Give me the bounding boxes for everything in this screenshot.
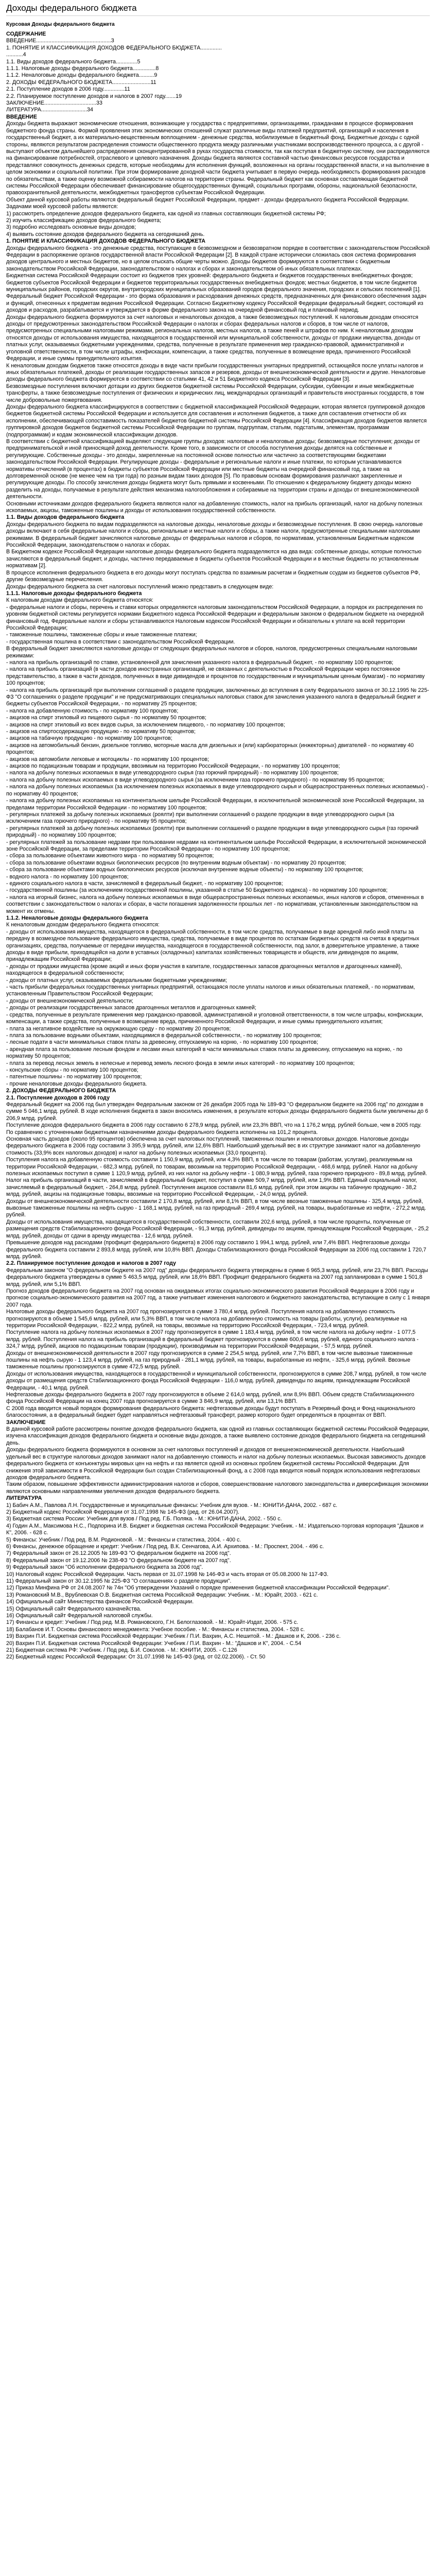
paragraph: Доходы от внешнеэкономической деятельности в 2007 году прогнозируются в сумме 2 254,5 млрд. рублей, или 7,7% ВВП, в том числе вывозные таможенные пошлины на нефть сырую - 1 123,4 млрд. рублей, на газ природный - 281,1 млрд. рублей, на товары, выработанные из нефти, - 325,6 млрд. рублей. Ввозные таможенные пошлины прогнозируются в сумме 472,5 млрд. рублей. (6, 1350, 414, 1370)
section-heading: 2.2. Планируемое поступление доходов и налогов в 2007 году (6, 1260, 176, 1267)
paragraph: - плата за перевод лесных земель в нелесные и перевод земель лесного фонда в земли иных категорий - по нормативу 100 процентов; (6, 1060, 355, 1066)
paragraph: К неналоговым доходам федерального бюджета относятся: (6, 922, 160, 928)
document-body (6, 31, 430, 1661)
section-heading: ЗАКЛЮЧЕНИЕ (6, 1419, 46, 1426)
paragraph: 18) Балабанов И.Т. Основы финансового менеджмента: Учебное пособие. - М.: Финансы и статистика, 2004. - 528 с. (6, 1626, 305, 1633)
paragraph: Доходы федерального бюджета классифицируются в соответствии с бюджетной классификацией Российской Федерации, которая является группировкой доходов бюджетов бюджетной системы Российской Федерации и используется для составления и исполнения бюджетов, а также для составления отчетности об их исполнении, обеспечивающей сопоставимость показателей бюджетов бюджетной системы Российской Федерации [4]. Классификация доходов бюджетов является группировкой доходов бюджетов бюджетной системы Российской Федерации по группам, подгруппам, статьям, подстатьям, элементам, программам (подпрограммам) и кодам экономической классификации доходов. (6, 403, 428, 438)
paragraph: - регулярных платежей за добычу полезных ископаемых (роялти) при выполнении соглашений о разделе продукции в виде углеводородного сырья (за исключением газа горючего природного) - по нормативу 95 процентов; (6, 811, 396, 825)
paragraph: К налоговым доходам федерального бюджета относятся: (6, 597, 153, 604)
paragraph: - таможенные пошлины, таможенные сборы и иные таможенные платежи; (6, 632, 197, 638)
paragraph: Задачами моей курсовой работы являются: (6, 204, 118, 210)
paragraph: - часть прибыли федеральных государственных унитарных предприятий, остающаяся после уплаты налогов и иных обязательных платежей, - по нормативам, установленным Правительством Российской Федерации; (6, 984, 417, 997)
paragraph: - сбора за пользование объектами водных биологических ресурсов (исключая внутренние водные объекты) - по нормативу 100 процентов; (6, 867, 363, 873)
paragraph: - налога на игорный бизнес, налога на добычу полезных ископаемых в виде общераспространенных полезных ископаемых, иных налогов и сборов, отмененных в соответствии с законодательством о налогах и сборах, в части погашения задолженности прошлых лет - по нормативам, установленным законодательством на момент их отмены. (6, 894, 426, 914)
paragraph: В процессе исполнения федерального бюджета в его доходы могут поступать средства по взаимным расчетам и бюджетным ссудам из бюджетов субъектов РФ, другие безвозмездные перечисления. (6, 569, 422, 583)
document-subtitle: Курсовая Доходы федерального бюджета (6, 22, 115, 27)
paragraph: Федеральным законом "О федеральном бюджете на 2007 год" доходы федерального бюджета утверждены в сумме 6 965,3 млрд. рублей, или 23,7% ВВП. Расходы федерального бюджета утверждены в сумме 5 463,5 млрд. рублей, или 18,6% ВВП. Профицит федерального бюджета на 2007 год запланирован в сумме 1 501,8 млрд. рублей, или 5,1% ВВП. (6, 1267, 430, 1287)
paragraph: Федеральный бюджет на 2006 год был утвержден Федеральным законом от 26 декабря 2005 года № 189-ФЗ "О федеральном бюджете на 2006 год" по доходам в сумме 5 046,1 млрд. рублей. В ходе исполнения бюджета в закон вносились изменения, в результате которых доходы федерального бюджета были увеличены до 6 206,9 млрд. рублей. (6, 1101, 430, 1122)
paragraph: - патентные пошлины - по нормативу 100 процентов; (6, 1074, 142, 1080)
paragraph: Бюджетная система Российской Федерации состоит из бюджетов трех уровней: федерального бюджета и бюджетов государственных внебюджетных фондов; бюджетов субъектов Российской Федерации и бюджетов территориальных государственных внебюджетных фондов; местных бюджетов, в том числе бюджетов муниципальных районов, городских округов, внутригородских муниципальных образований городов федерального значения, городских и сельских поселений [1]. (6, 273, 421, 293)
paragraph: 20) Вахрин П.И. Бюджетная система Российской Федерации: Учебник / П.И. Вахрин - М.: "Дашков и К", 2004. - С.54 (6, 1640, 302, 1647)
paragraph: 1. ПОНЯТИЕ И КЛАССИФИКАЦИЯ ДОХОДОВ ФЕДЕРАЛЬНОГО БЮДЖЕТА.............. (6, 44, 222, 51)
paragraph: 12) Приказ Минфина РФ от 24.08.2007 № 74н "Об утверждении Указаний о порядке применения бюджетной классификации Российской Федерации". (6, 1585, 390, 1591)
paragraph: - прочие неналоговые доходы федерального бюджета. (6, 1080, 147, 1087)
paragraph: ЗАКЛЮЧЕНИЕ..................................33 (6, 100, 102, 107)
paragraph: - плата за негативное воздействие на окружающую среду - по нормативу 20 процентов; (6, 1025, 231, 1032)
section-heading: ВВЕДЕНИЕ (6, 113, 37, 120)
paragraph: Поступления налога на добавленную стоимость составили 1 150,9 млрд. рублей, или 4,3% ВВП, в том числе по товарам (работам, услугам), реализуемым на территории Российской Федерации, - 682,3 млрд. рублей, по товарам, ввозимым на территорию Российской Федерации, - 468,6 млрд. рублей. Налог на добычу полезных ископаемых поступил в сумме 1 120,9 млрд. рублей, из них налог на добычу нефти - 1 080,9 млрд. рублей, газа горючего природного - 89,8 млрд. рублей. (6, 1157, 427, 1177)
paragraph: Доходы бюджета выражают экономические отношения, возникающие у государства с предприятиями, организациями, гражданами в процессе формирования бюджетного фонда страны. Формой проявления этих экономических отношений служат различные виды платежей предприятий, организаций и населения в государственный бюджет, а их материально-вещественным воплощением - денежные средства, мобилизуемые в бюджетный фонд. Бюджетные доходы с одной стороны, являются результатом распределения стоимости общественного продукта между различными участниками воспроизводственного процесса, а с другой - выступают объектом дальнейшего распределения сконцентрированной в руках государства стоимости, так как поступая в бюджетную систему, они распределяются на финансирование потребностей, отраслевого и целевого назначения. Доходы бюджета являются составной частью финансовых ресурсов государства и представляют совокупность денежных средств, которые необходимы для исполнения функций, возложенных на органы государственной власти, и на выполнение в целом экономики и социальной политики. При этом формирование доходной части бюджета учитывает в первую очередь необходимость формирования расходов по обязательствам, а также оценку возможной собираемости налогов на территории страны. Федеральный бюджет как основная составляющая бюджетной системы Российской Федерации обеспечивает финансирование общегосударственных функций, социальных программ, обороны, национальной безопасности, правоохранительной деятельности, межбюджетных трансфертов субъектам Российской Федерации. (6, 121, 431, 196)
paragraph: - налога на прибыль организаций при выполнении соглашений о разделе продукции, заключенных до вступления в силу Федерального закона от 30.12.1995 № 225-ФЗ "О соглашениях о разделе продукции" и не предусматривающих специальных налоговых ставок для зачисления указанного налога в федеральный бюджет и бюджеты субъектов Российской Федерации, - по нормативу 25 процентов; (6, 687, 429, 707)
paragraph: Федеральный бюджет Российской Федерации - это форма образования и расходования денежных средств, предназначенных для финансового обеспечения задач и функций, отнесенных к предметам ведения Российской Федерации. Согласно Бюджетному кодексу Российской Федерации федеральный бюджет, состоящий из доходов и расходов, разрабатывается и утверждается в форме федерального закона на очередной финансовый год и плановый период. (6, 293, 428, 314)
paragraph: В Бюджетном кодексе Российской Федерации налоговые доходы федерального бюджета подразделяются на два вида: собственные доходы, которые полностью зачисляются в федеральный бюджет, и доходы, частично передаваемые в бюджеты субъектов Российской Федерации и в местные бюджеты по установленным нормативам [2]. (6, 549, 423, 569)
paragraph: Доходы федерального бюджета за счет налоговых поступлений можно представить в следующем виде: (6, 583, 274, 590)
paragraph: Доходы от использования имущества, находящегося в государственной и муниципальной собственности, прогнозируются в сумме 208,7 млрд. рублей, в том числе доходы от размещения средств Стабилизационного фонда Российской Федерации - 116,0 млрд. рублей, дивиденды по акциям, принадлежащим Российской Федерации, - 40,1 млрд. рублей. (6, 1370, 428, 1391)
paragraph: - сбора за пользование объектами животного мира - по нормативу 50 процентов; (6, 853, 214, 859)
paragraph: Безвозмездные поступления включают дотации из других бюджетов бюджетной системы Российской Федерации, субсидии, субвенции и иные межбюджетные трансферты, а также безвозмездные поступления от физических и юридических лиц, международных организаций и правительств иностранных государств, в том числе добровольные пожертвования. (6, 383, 426, 403)
paragraph: 2.1. Поступление доходов в 2006 году..............11 (6, 86, 130, 93)
paragraph: - акцизов на автомобильный бензин, дизельное топливо, моторные масла для дизельных и (или) карбюраторных (инжекторных) двигателей - по нормативу 40 процентов; (6, 742, 415, 756)
paragraph: 3) Бюджетная система России: Учебник для вузов / Под ред. Г.Б. Поляка. - М.: ЮНИТИ-ДАНА, 2002. - 550 с. (6, 1516, 282, 1522)
paragraph: 15) Официальный сайт Федерального казначейства. (6, 1605, 142, 1612)
paragraph: Объект данной курсовой работы являются федеральный бюджет Российской Федерации, предмет - доходы федерального бюджета Российской Федерации. (6, 196, 409, 203)
paragraph: - доходы от реализации государственных запасов драгоценных металлов и драгоценных камней; (6, 1005, 256, 1011)
paragraph: 8) Федеральный закон от 19.12.2006 № 238-ФЗ "О федеральном бюджете на 2007 год". (6, 1557, 231, 1564)
paragraph: Прогноз доходов федерального бюджета на 2007 год основан на ожидаемых итогах социально-экономического развития Российской Федерации в 2006 году и прогнозе социально-экономического развития на 2007 год, а также учитывает изменения налогового и бюджетного законодательства, вступающие в силу с 1 января 2007 года. (6, 1287, 431, 1308)
paragraph: 17) Финансы и кредит: Учебник / Под ред. М.В. Романовского, Г.Н. Белоглазовой. - М.: Юрайт-Издат, 2006. - 575 с. (6, 1619, 299, 1626)
paragraph: Доходы федерального бюджета по видам подразделяются на налоговые доходы, неналоговые доходы и безвозмездные поступления. В свою очередь налоговые доходы включают в себя федеральные налоги и сборы, региональные и местные налоги и сборы, а также налоги, предусмотренные специальными налоговыми режимами. В федеральный бюджет зачисляются налоговые доходы от федеральных налогов и сборов, по нормативам, установленным Бюджетным кодексом Российской Федерации, законодательством о налогах и сборах. (6, 521, 425, 549)
paragraph: 1) рассмотреть определение доходов федерального бюджета, как одной из главных составляющих бюджетной системы РФ; (6, 210, 326, 217)
paragraph: 2.2. Планируемое поступление доходов и налогов в 2007 году.......19 (6, 93, 182, 99)
paragraph: - акцизов на табачную продукцию - по нормативу 100 процентов; (6, 735, 172, 742)
paragraph: 13) Романовский М.В., Врублевская О.В. Бюджетная система Российской Федерации: Учебник. - М.: Юрайт, 2003. - 621 с. (6, 1591, 318, 1598)
paragraph: К неналоговым доходам бюджетов также относятся доходы в виде части прибыли государственных унитарных предприятий, остающейся после уплаты налогов и иных обязательных платежей, доходы от реализации государственных запасов и резервов, доходы от внешнеэкономической деятельности и другие. Неналоговые доходы федерального бюджета формируются в соответствии со статьями 41, 42 и 51 Бюджетного кодекса Российской Федерации [3]. (6, 362, 427, 383)
paragraph: 1.1.2. Неналоговые доходы федерального бюджета..........9 (6, 72, 158, 79)
paragraph: 21) Бюджетная система РФ: Учебник. / Под ред. Б.И. Соколов. - М.: ЮНИТИ, 2005. - С.126 (6, 1647, 237, 1654)
paragraph: - акцизов на спирт этиловый из пищевого сырья - по нормативу 50 процентов; (6, 715, 206, 721)
paragraph: - регулярных платежей за пользование недрами при пользовании недрами на континентальном шельфе Российской Федерации, в исключительной экономической зоне Российской Федерации, за пределами территории Российской Федерации - по нормативу 100 процентов; (6, 839, 428, 852)
paragraph: - средства, полученные в результате применения мер гражданско-правовой, административной и уголовной ответственности, в том числе штрафы, конфискации, компенсации, а также средства, полученные в возмещение вреда, причиненного Российской Федерации, и иные суммы принудительного изъятия; (6, 1011, 425, 1025)
section-heading: 2.1. Поступление доходов в 2006 году (6, 1094, 110, 1101)
paragraph: Поступление налога на добычу полезных ископаемых в 2007 году прогнозируется в сумме 1 183,4 млрд. рублей, в том числе налога на добычу нефти - 1 077,5 млрд. рублей. Поступления налога на прибыль организаций в федеральный бюджет прогнозируются в сумме 600,6 млрд. рублей, единого социального налога - 324,7 млрд. рублей, акцизов по подакцизным товарам (продукции), производимым на территории Российской Федерации, - 57,5 млрд. рублей. (6, 1329, 421, 1350)
paragraph: - регулярных платежей за добычу полезных ископаемых (роялти) при выполнении соглашений о разделе продукции в виде углеводородного сырья (газ горючий природный) - по нормативу 100 процентов; (6, 825, 420, 839)
paragraph: 2) Бюджетный кодекс Российской Федерации от 31.07.1998 № 145-ФЗ (ред. от 26.04.2007). (6, 1509, 240, 1515)
paragraph: - акцизов на спиртосодержащую продукцию - по нормативу 50 процентов; (6, 728, 196, 735)
paragraph: - государственная пошлина в соответствии с законодательством Российской Федерации. (6, 638, 235, 645)
paragraph: - плата за пользование водными объектами, находящимися в федеральной собственности, - по нормативу 100 процентов; (6, 1032, 322, 1039)
paragraph: С 2008 года вводится новый порядок формирования федерального бюджета: нефтегазовые доходы будут поступать в Резервный фонд и Фонд национального благосостояния, а в федеральный бюджет будет направляться нефтегазовый трансферт, размер которого будет определяться в процентах от ВВП. (6, 1405, 417, 1419)
paragraph: Налог на прибыль организаций в части, зачисляемой в федеральный бюджет, поступил в сумме 509,7 млрд. рублей, или 1,9% ВВП. Единый социальный налог, зачисляемый в федеральный бюджет, - 264,8 млрд. рублей. Поступления акцизов составили 81,6 млрд. рублей, при этом акцизы на табачную продукцию - 38,2 млрд. рублей, акцизы на подакцизные товары, ввозимые на территорию Российской Федерации, - 24,0 млрд. рублей. (6, 1177, 419, 1198)
paragraph: - налога на добычу полезных ископаемых в виде углеводородного сырья (за исключением газа горючего природного) - по нормативу 95 процентов; (6, 776, 385, 783)
paragraph: - налога на прибыль организаций (в части доходов иностранных организаций, не связанных с деятельностью в Российской Федерации через постоянное представительство, а также в части доходов, полученных в виде дивидендов и процентов по государственным и муниципальным ценным бумагам) - по нормативу 100 процентов; (6, 666, 426, 687)
paragraph: 1.1. Виды доходов федерального бюджета..............5 (6, 58, 141, 65)
section-heading: 2. ДОХОДЫ ФЕДЕРАЛЬНОГО БЮДЖЕТА (6, 1088, 116, 1094)
paragraph: ...........4 (6, 52, 26, 58)
paragraph: - единого социального налога в части, зачисляемой в федеральный бюджет, - по нормативу 100 процентов; (6, 880, 283, 887)
paragraph: Нефтегазовые доходы федерального бюджета в 2007 году прогнозируются в объеме 2 614,0 млрд. рублей, или 8,9% ВВП. Объем средств Стабилизационного фонда Российской Федерации на конец 2007 года прогнозируется в сумме 3 846,9 млрд. рублей, или 13,1% ВВП. (6, 1392, 416, 1405)
paragraph: 1) Бабич А.М., Павлова Л.Н. Государственные и муниципальные финансы: Учебник для вузов. - М.: ЮНИТИ-ДАНА, 2002. - 687 с. (6, 1502, 338, 1509)
section-heading: ЛИТЕРАТУРА (6, 1495, 42, 1502)
paragraph: - налога на добычу полезных ископаемых в виде углеводородного сырья (газ горючий природный) - по нормативу 100 процентов; (6, 770, 339, 776)
paragraph: В соответствии с бюджетной классификацией выделяют следующие группы доходов: налоговые и неналоговые доходы; безвозмездные поступления; доходы от предпринимательской и иной приносящей доход деятельности. Кроме того, в зависимости от способа поступления доходы делятся на собственные и регулирующие. Собственные доходы - это доходы, закрепленные на постоянной основе полностью или частично за соответствующими бюджетами законодательством Российской Федерации. Регулирующие доходы - федеральные и региональные налоги и иные платежи, по которым устанавливаются нормативы отчислений (в процентах) в бюджеты субъектов Российской Федерации или местные бюджеты на очередной финансовый год, а также на долговременной основе (не менее чем на три года) по разным видам таких доходов [5]. По правовым основам формирования различают закрепленные и регулирующие доходы. По способу зачисления доходы бюджета могут быть прямыми и косвенными. По отношению к федеральному бюджету доходы можно разделить на доходы, получаемые в результате действия механизма налогообложения и собираемые на территории страны и доходы от внешнеэкономической деятельности. (6, 438, 422, 500)
paragraph: - доходы от использования имущества, находящегося в федеральной собственности, в том числе средства, получаемые в виде арендной либо иной платы за передачу в возмездное пользование федерального имущества, средства, получаемые в виде процентов по остаткам бюджетных средств на счетах в кредитных организациях, средства, получаемые от передачи имущества, находящегося в государственной собственности, под залог, в доверительное управление, а также доходы в виде прибыли, приходящейся на доли в уставных (складочных) капиталах хозяйственных товариществ и обществ, или дивидендов по акциям, принадлежащим Российской Федерации; (6, 928, 421, 963)
section-heading: 1.1.1. Налоговые доходы федерального бюджета (6, 590, 142, 597)
paragraph: - сбора за пользование объектами водных биологических ресурсов (по внутренним водным объектам) - по нормативу 20 процентов; (6, 859, 346, 866)
paragraph: 1.1.1. Налоговые доходы федерального бюджета...............8 (6, 65, 159, 72)
paragraph: 5) Финансы: Учебник / Под ред. В.М. Родионовой. - М.: Финансы и статистика, 2004. - 400 с. (6, 1536, 241, 1543)
paragraph: Доходы федерального бюджета - это денежные средства, поступающие в безвозмездном и безвозвратном порядке в соответствии с законодательством Российской Федерации в распоряжение органов государственной власти Российской Федерации [2]. В каждой стране исторически сложилась своя система формирования доходов центрального и местных бюджетов, но в целом отыскать общие черты можно. Доходы бюджетов формируются в соответствии с бюджетным законодательством Российской Федерации, законодательством о налогах и сборах и законодательством об иных обязательных платежах. (6, 245, 431, 272)
paragraph: 10) Налоговый кодекс Российской Федерации. Часть первая от 31.07.1998 № 146-ФЗ и часть вторая от 05.08.2000 № 117-ФЗ. (6, 1571, 329, 1578)
section-heading: СОДЕРЖАНИЕ (6, 31, 46, 37)
paragraph: В данной курсовой работе рассмотрены понятие доходов федерального бюджета, как одной из главных составляющих бюджетной системы Российской Федерации, изучена классификация доходов федерального бюджета и основные виды доходов, а также выявлено состояние доходов федерального бюджета на сегодняшний день. (6, 1426, 431, 1446)
paragraph: - государственной пошлины (за исключением государственной пошлины, указанной в статье 50 Бюджетного кодекса) - по нормативу 100 процентов; (6, 887, 388, 894)
paragraph: - водного налога - по нормативу 100 процентов; (6, 873, 129, 880)
paragraph: Таким образом, повышение эффективности администрирования налогов и сборов, совершенствование налогового законодательства и диверсификация экономики являются основными направлениями увеличения доходов федерального бюджета. (6, 1481, 430, 1495)
paragraph: 3) подробно исследовать основные виды доходов; (6, 224, 136, 231)
paragraph: ЛИТЕРАТУРА..............................34 (6, 107, 93, 113)
paragraph: - доходы от внешнеэкономической деятельности; (6, 997, 133, 1004)
paragraph: - налога на прибыль организаций по ставке, установленной для зачисления указанного налога в федеральный бюджет, - по нормативу 100 процентов; (6, 659, 394, 666)
paragraph: ВВЕДЕНИЕ.................................................3 (6, 38, 114, 44)
paragraph: 6) Финансы, денежное обращение и кредит: Учебник / Под ред. В.К. Сенчагова, А.И. Архипова. - М.: Проспект, 2004. - 496 с. (6, 1543, 324, 1550)
paragraph: Поступление доходов федерального бюджета в 2006 году составило 6 278,9 млрд. рублей, или 23,3% ВВП, что на 1 176,2 млрд. рублей больше, чем в 2005 году. По сравнению с уточненными бюджетными назначениями доходы федерального бюджета исполнены на 101,2 процента. (6, 1122, 423, 1136)
paragraph: Основными источниками доходов федерального бюджета являются налог на добавленную стоимость, налог на прибыль организаций, налог на добычу полезных ископаемых, акцизы, таможенные пошлины и доходы от использования государственной собственности. (6, 500, 424, 514)
paragraph: 7) Федеральный закон от 26.12.2005 № 189-ФЗ "О федеральном бюджете на 2006 год". (6, 1550, 231, 1557)
section-heading: 1. ПОНЯТИЕ И КЛАССИФИКАЦИЯ ДОХОДОВ ФЕДЕРАЛЬНОГО БЮДЖЕТА (6, 238, 206, 245)
document-title: Доходы федерального бюджета (6, 3, 430, 16)
paragraph: Доходы федерального бюджета формируются в основном за счет налоговых поступлений и доходов от внешнеэкономической деятельности. Наибольший удельный вес в структуре налоговых доходов занимают налог на добавленную стоимость и налог на добычу полезных ископаемых. Высокая зависимость доходов федерального бюджета от конъюнктуры мировых цен на нефть и газ является одной из основных проблем бюджетной системы Российской Федерации. Для снижения этой зависимости в Российской Федерации был создан Стабилизационный фонд, а с 2008 года вводится новый порядок использования нефтегазовых доходов федерального бюджета. (6, 1447, 427, 1481)
paragraph: Доходы федерального бюджета формируются за счет налоговых и неналоговых доходов, а также безвозмездных поступлений. К налоговым доходам относятся доходы от предусмотренных законодательством Российской Федерации о налогах и сборах федеральных налогов и сборов, в том числе от налогов, предусмотренных специальными налоговыми режимами, региональных налогов, местных налогов, а также пеней и штрафов по ним. К неналоговым доходам относятся доходы от использования имущества, находящегося в государственной или муниципальной собственности, доходы от продажи имущества, доходы от платных услуг, оказываемых бюджетными учреждениями, средства, полученные в результате применения мер гражданско-правовой, административной и уголовной ответственности, в том числе штрафы, конфискации, компенсации, а также средства, полученные в возмещение вреда, причиненного Российской Федерации, и иные суммы принудительного изъятия. (6, 314, 422, 362)
paragraph: - акцизов по подакцизным товарам и продукции, ввозимым на территорию Российской Федерации, - по нормативу 100 процентов; (6, 763, 340, 770)
paragraph: Доходы от внешнеэкономической деятельности составили 2 170,8 млрд. рублей, или 8,1% ВВП, в том числе ввозные таможенные пошлины - 325,4 млрд. рублей, вывозные таможенные пошлины на нефть сырую - 1 168,1 млрд. рублей, на газ природный - 269,4 млрд. рублей, на товары, выработанные из нефти, - 272,2 млрд. рублей. (6, 1198, 428, 1218)
paragraph: 14) Официальный сайт Министерства финансов Российской Федерации. (6, 1599, 194, 1605)
paragraph: Налоговые доходы федерального бюджета на 2007 год прогнозируются в сумме 3 780,4 млрд. рублей. Поступления налога на добавленную стоимость прогнозируются в объеме 1 545,6 млрд. рублей, или 5,3% ВВП, в том числе налога на добавленную стоимость на товары (работы, услуги), реализуемые на территории Российской Федерации, - 822,2 млрд. рублей, на товары, ввозимые на территорию Российской Федерации, - 723,4 млрд. рублей. (6, 1309, 409, 1329)
section-heading: 1.1. Виды доходов федерального бюджета (6, 514, 125, 521)
paragraph: В федеральный бюджет зачисляются налоговые доходы от следующих федеральных налогов и сборов, налогов, предусмотренных специальными налоговыми режимами: (6, 646, 419, 659)
paragraph: 16) Официальный сайт Федеральной налоговой службы. (6, 1613, 153, 1619)
paragraph: - доходы от продажи имущества (кроме акций и иных форм участия в капитале, государственных запасов драгоценных металлов и драгоценных камней), находящегося в федеральной собственности; (6, 963, 404, 977)
paragraph: - консульские сборы - по нормативу 100 процентов; (6, 1066, 138, 1073)
paragraph: 22) Бюджетный кодекс Российской Федерации: От 31.07.1998 № 145-ФЗ (ред. от 02.02.2006). - Ст. 50 (6, 1654, 266, 1660)
paragraph: Превышение доходов над расходами (профицит федерального бюджета) в 2006 году составило 1 994,1 млрд. рублей, или 7,4% ВВП. Нефтегазовые доходы федерального бюджета составили 2 893,8 млрд. рублей, или 10,8% ВВП. Доходы Стабилизационного фонда Российской Федерации за 2006 год составили 1 720,7 млрд. рублей. (6, 1240, 428, 1260)
paragraph: Доходы от использования имущества, находящегося в государственной собственности, составили 202,6 млрд. рублей, в том числе проценты, полученные от размещения средств Стабилизационного фонда Российской Федерации, - 91,3 млрд. рублей, дивиденды по акциям, принадлежащим Российской Федерации, - 25,2 млрд. рублей, доходы от сдачи в аренду имущества - 12,6 млрд. рублей. (6, 1218, 430, 1239)
paragraph: - налога на добычу полезных ископаемых на континентальном шельфе Российской Федерации, в исключительной экономической зоне Российской Федерации, за пределами территории Российской Федерации - по нормативу 100 процентов; (6, 798, 426, 811)
paragraph: - налога на добавленную стоимость - по нормативу 100 процентов; (6, 707, 179, 714)
paragraph: 2. ДОХОДЫ ФЕДЕРАЛЬНОГО БЮДЖЕТА.........................11 (6, 79, 156, 86)
paragraph: - арендная плата за пользование лесным фондом и лесами иных категорий в части минимальных ставок платы за древесину, отпускаемую на корню, - по нормативу 50 процентов; (6, 1046, 404, 1060)
paragraph: - акцизов на спирт этиловый из всех видов сырья, за исключением пищевого, - по нормативу 100 процентов; (6, 721, 285, 728)
paragraph: 2) изучить классификацию доходов федерального бюджета; (6, 217, 162, 224)
paragraph: - доходы от платных услуг, оказываемых федеральными бюджетными учреждениями; (6, 977, 228, 984)
paragraph: - лесные подати в части минимальных ставок платы за древесину, отпускаемую на корню, - по нормативу 100 процентов; (6, 1039, 318, 1046)
paragraph: 9) Федеральный закон "Об исполнении федерального бюджета за 2006 год". (6, 1564, 203, 1571)
paragraph: Основная часть доходов (около 95 процентов) обеспечена за счет налоговых поступлений, таможенных пошлин и неналоговых доходов. Налоговые доходы федерального бюджета в 2006 году составили 3 395,9 млрд. рублей, или 12,6% ВВП. Наибольший удельный вес в их структуре занимают налог на добавленную стоимость (33,9% всех налоговых доходов) и налог на добычу полезных ископаемых (33,0 процента). (6, 1136, 422, 1156)
section-heading: 1.1.2. Неналоговые доходы федерального бюджета (6, 915, 148, 921)
paragraph: - федеральные налоги и сборы, перечень и ставки которых определяются налоговым законодательством Российской Федерации, а порядок их распределения по уровням бюджетной системы регулируется нормами Бюджетного кодекса Российской Федерации и федеральным законом о федеральном бюджете на очередной финансовый год. Федеральные налоги и сборы устанавливаются Налоговым кодексом Российской Федерации и обязательны к уплате на всей территории Российской Федерации; (6, 604, 426, 631)
paragraph: 4) выявить состояние доходов федерального бюджета на сегодняшний день. (6, 231, 205, 238)
paragraph: 11) Федеральный закон от 30.12.1995 № 225-ФЗ "О соглашениях о разделе продукции". (6, 1578, 232, 1584)
paragraph: 4) Годин А.М., Максимова Н.С., Подпорина И.В. Бюджет и бюджетная система Российской Федерации: Учебник. - М.: Издательско-торговая корпорация "Дашков и К", 2006. - 628 с. (6, 1522, 425, 1536)
paragraph: 19) Вахрин П.И. Бюджетная система Российской Федерации: Учебник / П.И. Вахрин, А.С. Нешитой. - М.: Дашков и К, 2006. - 236 с. (6, 1633, 341, 1640)
paragraph: - налога на добычу полезных ископаемых (за исключением полезных ископаемых в виде углеводородного сырья и общераспространенных полезных ископаемых) - по нормативу 40 процентов; (6, 784, 430, 797)
paragraph: - акцизов на автомобили легковые и мотоциклы - по нормативу 100 процентов; (6, 756, 210, 762)
